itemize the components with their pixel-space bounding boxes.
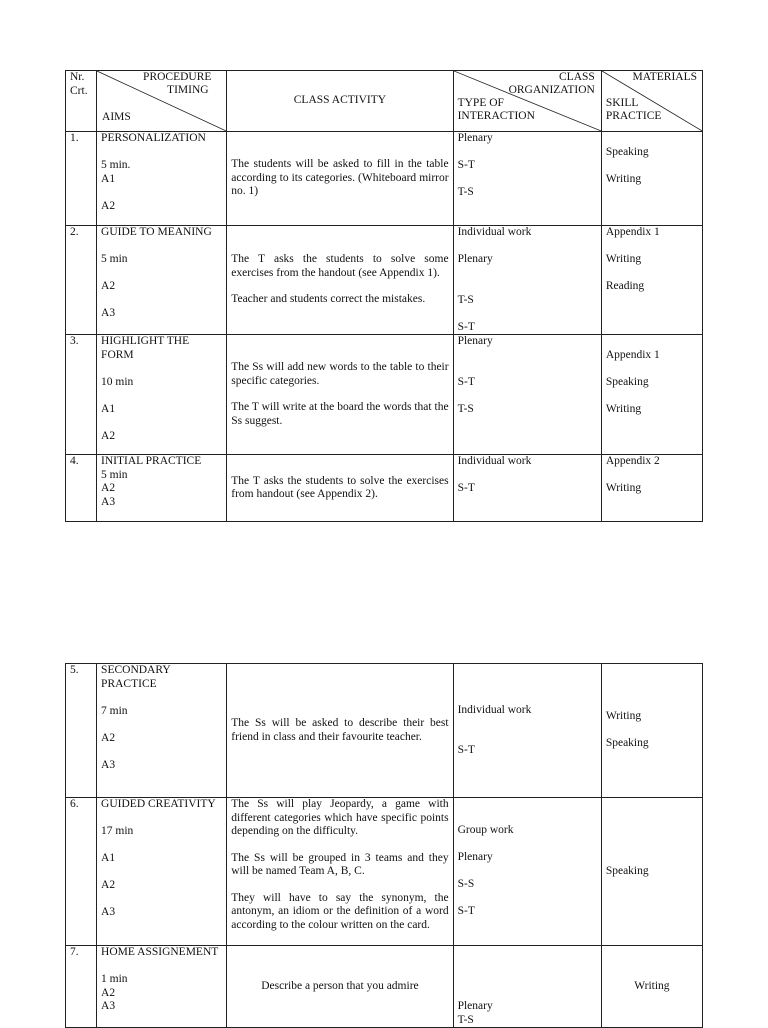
row-number: 4. <box>70 455 79 467</box>
procedure-cell-text: HOME ASSIGNEMENT <box>101 946 219 958</box>
procedure-cell-text: A2 <box>101 986 116 999</box>
interaction-cell-text: S-T <box>457 905 475 918</box>
spacer <box>606 267 698 281</box>
interaction-cell-text: Individual work <box>457 703 532 716</box>
header-materials-cell <box>601 71 702 132</box>
materials-cell-text: Writing <box>605 482 642 494</box>
row-number: 2. <box>70 226 79 238</box>
procedure-cell-text: A3 <box>101 307 116 319</box>
activity-cell-text: Describe a person that you admire <box>261 979 419 992</box>
header-organization-cell <box>453 71 601 132</box>
spacer <box>458 717 597 731</box>
header-procedure-cell <box>97 71 227 132</box>
activity-cell-text: The T will write at the board the words that the Ss suggest. <box>231 401 452 427</box>
interaction-cell <box>453 132 601 226</box>
procedure-cell-text: A1 <box>101 402 116 415</box>
interaction-cell-text: Plenary <box>457 253 493 265</box>
spacer <box>101 186 222 200</box>
activity-cell-text: Teacher and students correct the mistakes. <box>231 293 426 306</box>
spacer <box>606 159 698 173</box>
spacer <box>101 812 222 826</box>
spacer <box>606 724 698 738</box>
interaction-cell-text: Individual work <box>457 455 532 467</box>
procedure-cell <box>97 946 227 1028</box>
procedure-cell <box>97 226 227 335</box>
spacer <box>458 173 597 187</box>
spacer <box>101 389 222 403</box>
procedure-cell-text: A2 <box>101 199 116 212</box>
interaction-cell-text: S-T <box>457 482 475 494</box>
table-row <box>66 946 703 1028</box>
materials-cell-text: Writing <box>605 710 642 723</box>
materials-cell-text: Writing <box>605 253 642 265</box>
interaction-cell-text: Plenary <box>457 851 493 864</box>
table-row <box>66 664 703 798</box>
procedure-cell-text: GUIDE TO MEANING <box>101 226 212 238</box>
row-number-cell <box>66 946 97 1028</box>
materials-cell-text: Writing <box>605 402 642 415</box>
interaction-cell-text: S-S <box>457 878 475 891</box>
procedure-cell-text: A3 <box>101 758 116 771</box>
materials-cell <box>601 226 702 335</box>
procedure-cell-text: GUIDED CREATIVITY <box>101 798 216 810</box>
spacer <box>458 838 597 852</box>
spacer <box>101 146 222 160</box>
interaction-cell-text: S-T <box>457 375 475 388</box>
activity-cell <box>227 455 453 522</box>
interaction-cell-text: T-S <box>457 1013 474 1026</box>
procedure-cell-text: A2 <box>101 879 116 891</box>
spacer <box>458 349 597 363</box>
interaction-cell-text: T-S <box>457 186 474 198</box>
interaction-cell <box>453 798 601 946</box>
row-number-cell <box>66 335 97 455</box>
spacer <box>101 362 222 376</box>
row-number-cell <box>66 132 97 226</box>
spacer <box>101 416 222 430</box>
interaction-cell-text: S-T <box>457 744 475 756</box>
row-number-cell <box>66 226 97 335</box>
interaction-cell <box>453 664 601 798</box>
spacer <box>458 731 597 745</box>
header-row <box>66 71 703 132</box>
interaction-cell-text: Plenary <box>457 335 493 347</box>
spacer <box>101 691 222 705</box>
header-class: CLASS <box>559 71 595 83</box>
activity-cell <box>227 664 453 798</box>
spacer <box>458 146 597 160</box>
procedure-cell <box>97 798 227 946</box>
materials-cell-text: Speaking <box>605 864 649 877</box>
header-skill: SKILL <box>605 97 639 109</box>
spacer <box>101 240 222 254</box>
materials-cell <box>601 132 702 226</box>
spacer <box>458 362 597 376</box>
interaction-cell-text: T-S <box>457 402 474 415</box>
materials-cell-text: Appendix 1 <box>605 226 660 238</box>
header-procedure-box <box>97 71 226 131</box>
procedure-cell <box>97 664 227 798</box>
materials-cell-text: Speaking <box>605 737 649 750</box>
header-crt: Crt. <box>70 84 88 97</box>
procedure-cell-text: A1 <box>101 852 116 864</box>
interaction-cell-text: S-T <box>457 159 475 171</box>
materials-cell <box>601 946 702 1028</box>
interaction-cell <box>453 946 601 1028</box>
row-number-cell <box>66 664 97 798</box>
materials-cell-text: Writing <box>605 172 642 185</box>
spacer <box>458 267 597 281</box>
interaction-cell-text: Plenary <box>457 1000 493 1012</box>
procedure-cell-text: PERSONALIZATION <box>101 132 206 144</box>
materials-cell <box>601 335 702 455</box>
header-practice: PRACTICE <box>605 110 662 122</box>
activity-cell <box>227 132 453 226</box>
header-class-activity: CLASS ACTIVITY <box>293 94 387 107</box>
row-number: 3. <box>70 335 79 347</box>
header-materials: MATERIALS <box>632 71 697 83</box>
procedure-cell <box>97 132 227 226</box>
procedure-cell-text: A3 <box>101 1000 116 1012</box>
interaction-cell-text: Individual work <box>457 226 532 238</box>
header-procedure: PROCEDURE <box>143 71 212 83</box>
activity-cell-text: The Ss will add new words to the table to their specific categories. <box>231 361 452 387</box>
procedure-cell-text: SECONDARY PRACTICE <box>101 664 174 690</box>
procedure-cell-text: INITIAL PRACTICE <box>101 455 202 467</box>
spacer <box>101 893 222 907</box>
header-nr: Nr. <box>70 71 85 83</box>
materials-cell <box>601 455 702 522</box>
header-interaction: INTERACTION <box>457 110 535 122</box>
procedure-cell-text: 7 min <box>101 704 128 717</box>
table-row <box>66 132 703 226</box>
procedure-cell-text: A3 <box>101 906 116 918</box>
activity-cell-text: The students will be asked to fill in the table according to its categories. (Whiteboard mirror no. 1) <box>231 158 452 198</box>
table-row <box>66 798 703 946</box>
activity-cell-text: The Ss will play Jeopardy, a game with different categories which have specific points depending on the difficulty. <box>231 798 452 837</box>
interaction-cell-text: Plenary <box>457 132 493 144</box>
table-2-body <box>66 664 703 1028</box>
spacer <box>606 240 698 254</box>
row-number-cell <box>66 798 97 946</box>
spacer <box>101 839 222 853</box>
spacer <box>101 718 222 732</box>
spacer <box>606 362 698 376</box>
table-1-body <box>66 132 703 522</box>
procedure-cell-text: A2 <box>101 280 116 292</box>
interaction-cell-text: Group work <box>457 824 514 837</box>
procedure-cell-text: 17 min <box>101 825 134 837</box>
spacer <box>606 132 698 146</box>
activity-cell-text: The T asks the students to solve the exercises from handout (see Appendix 2). <box>231 474 452 500</box>
procedure-cell-text: 5 min. <box>101 159 131 171</box>
header-class-activity-cell <box>227 71 453 132</box>
interaction-cell-text: T-S <box>457 293 474 306</box>
header-type-of: TYPE OF <box>457 97 504 109</box>
procedure-cell-text: HIGHLIGHT THE FORM <box>101 335 192 361</box>
spacer <box>458 469 597 483</box>
procedure-cell-text: 1 min <box>101 973 128 985</box>
row-number: 5. <box>70 664 79 676</box>
spacer <box>458 865 597 879</box>
procedure-cell-text: 5 min <box>101 253 128 265</box>
spacer <box>606 389 698 403</box>
spacer <box>458 240 597 254</box>
row-number-cell <box>66 455 97 522</box>
activity-cell-text: They will have to say the synonym, the antonym, an idiom or the definition of a word according to the colour written on the card. <box>231 891 452 931</box>
materials-cell <box>601 664 702 798</box>
spacer <box>101 960 222 974</box>
interaction-cell <box>453 226 601 335</box>
spacer <box>606 469 698 483</box>
activity-cell <box>227 226 453 335</box>
materials-cell-text: Speaking <box>605 375 649 388</box>
interaction-cell <box>453 455 601 522</box>
procedure-cell-text: A2 <box>101 731 116 744</box>
activity-cell-text: The Ss will be grouped in 3 teams and they will be named Team A, B, C. <box>231 851 452 877</box>
row-number: 1. <box>70 132 79 144</box>
interaction-cell-text: S-T <box>457 320 475 333</box>
materials-cell-text: Appendix 2 <box>605 455 660 467</box>
header-organization-box <box>454 71 601 131</box>
header-organization: ORGANIZATION <box>508 84 595 96</box>
interaction-cell <box>453 335 601 455</box>
procedure-cell <box>97 455 227 522</box>
table-row <box>66 226 703 335</box>
table-row <box>66 335 703 455</box>
materials-cell <box>601 798 702 946</box>
spacer <box>458 892 597 906</box>
materials-cell-text: Writing <box>634 979 670 992</box>
table-row <box>66 455 703 522</box>
procedure-cell-text: A3 <box>101 495 116 508</box>
procedure-cell-text: A2 <box>101 482 116 494</box>
spacer <box>458 280 597 294</box>
procedure-cell-text: A2 <box>101 429 116 442</box>
header-aims: AIMS <box>102 111 131 123</box>
spacer <box>101 294 222 308</box>
header-materials-box <box>602 71 702 131</box>
header-timing: TIMING <box>167 84 209 96</box>
header-nr-cell <box>66 71 97 132</box>
spacer <box>458 389 597 403</box>
procedure-cell-text: 10 min <box>101 375 134 388</box>
spacer <box>606 335 698 349</box>
activity-cell <box>227 946 453 1028</box>
materials-cell-text: Reading <box>605 280 645 292</box>
materials-cell-text: Appendix 1 <box>605 348 660 361</box>
lesson-plan-table-1 <box>65 70 703 522</box>
procedure-cell-text: 5 min <box>101 468 128 481</box>
activity-cell <box>227 798 453 946</box>
activity-cell <box>227 335 453 455</box>
procedure-cell-text: A1 <box>101 172 116 185</box>
activity-cell-text: The Ss will be asked to describe their best friend in class and their favourite teacher. <box>231 717 452 743</box>
row-number: 7. <box>70 946 79 958</box>
row-number: 6. <box>70 798 79 810</box>
procedure-cell <box>97 335 227 455</box>
spacer <box>101 267 222 281</box>
spacer <box>101 745 222 759</box>
materials-cell-text: Speaking <box>605 145 649 158</box>
spacer <box>458 307 597 321</box>
activity-cell-text: The T asks the students to solve some exercises from the handout (see Appendix 1). <box>231 253 452 279</box>
lesson-plan-table-2 <box>65 663 703 1028</box>
spacer <box>101 866 222 880</box>
